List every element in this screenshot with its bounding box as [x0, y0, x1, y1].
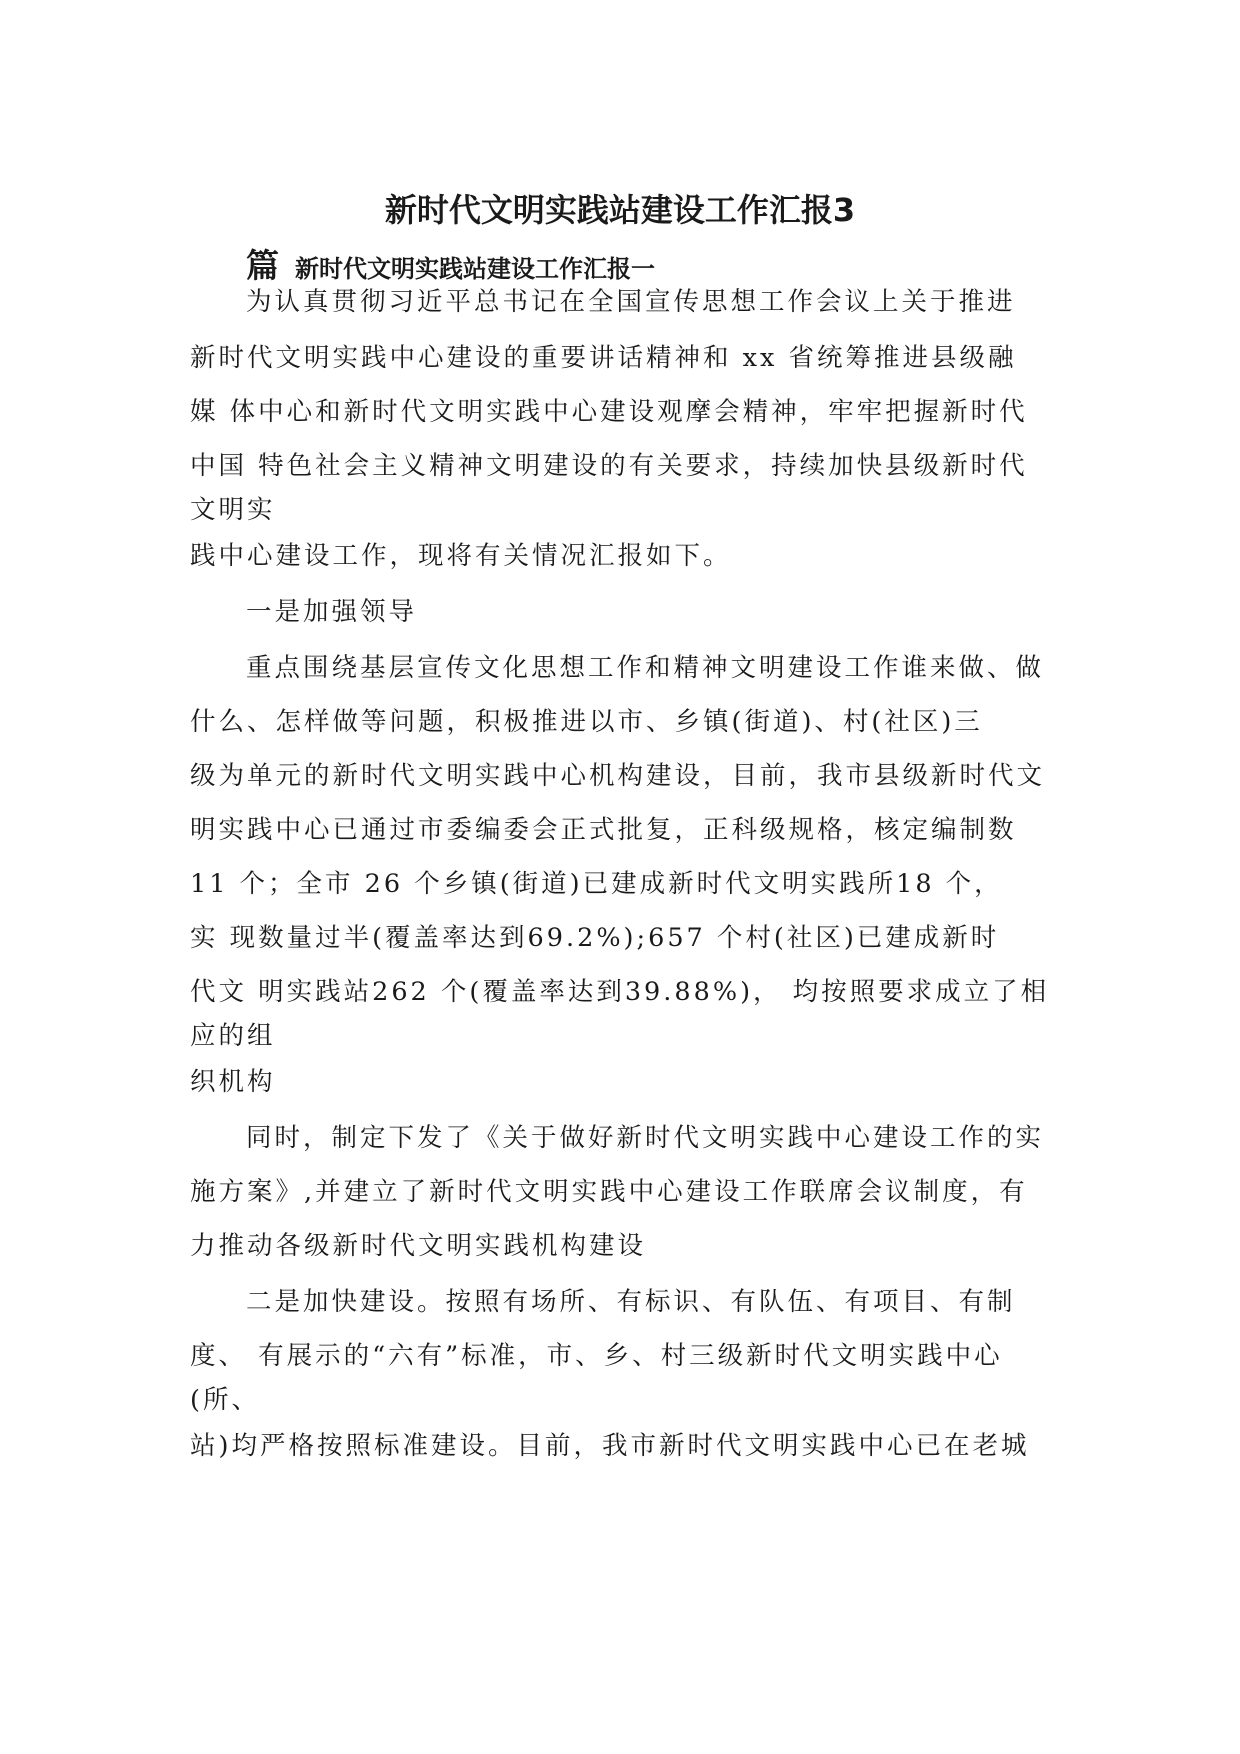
body-line: 织机构	[190, 1067, 276, 1097]
body-line: (所、	[190, 1385, 260, 1415]
section-heading-text: 新时代文明实践站建设工作汇报一	[295, 255, 655, 283]
body-line: 度、 有展示的“六有”标准，市、乡、村三级新时代文明实践中心	[190, 1341, 1003, 1371]
body-line: 重点围绕基层宣传文化思想工作和精神文明建设工作谁来做、做	[246, 653, 1045, 683]
body-line: 站)均严格按照标准建设。目前，我市新时代文明实践中心已在老城	[190, 1431, 1030, 1461]
section-mark: 篇	[246, 246, 279, 285]
body-line: 级为单元的新时代文明实践中心机构建设，目前，我市县级新时代文	[190, 761, 1046, 791]
body-line: 什么、怎样做等问题，积极推进以市、乡镇(街道)、村(社区)三	[190, 707, 983, 737]
body-line: 应的组	[190, 1021, 276, 1051]
body-line: 媒 体中心和新时代文明实践中心建设观摩会精神，牢牢把握新时代	[190, 397, 1028, 427]
body-line: 明实践中心已通过市委编委会正式批复，正科级规格，核定编制数	[190, 815, 1017, 845]
document-title: 新时代文明实践站建设工作汇报3	[384, 191, 856, 229]
body-line: 一是加强领导	[246, 597, 418, 627]
body-line: 新时代文明实践中心建设的重要讲话精神和 xx 省统筹推进县级融	[190, 343, 1017, 373]
body-line: 二是加快建设。按照有场所、有标识、有队伍、有项目、有制	[246, 1287, 1016, 1317]
body-line: 践中心建设工作，现将有关情况汇报如下。	[190, 541, 732, 571]
body-line: 力推动各级新时代文明实践机构建设	[190, 1231, 647, 1261]
body-line: 为认真贯彻习近平总书记在全国宣传思想工作会议上关于推进	[246, 287, 1016, 317]
body-line: 代文 明实践站262 个(覆盖率达到39.88%)， 均按照要求成立了相	[190, 977, 1050, 1007]
body-line: 文明实	[190, 495, 276, 525]
body-line: 实 现数量过半(覆盖率达到69.2%);657 个村(社区)已建成新时	[190, 923, 1000, 953]
body-line: 中国 特色社会主义精神文明建设的有关要求，持续加快县级新时代	[190, 451, 1028, 481]
body-line: 11 个；全市 26 个乡镇(街道)已建成新时代文明实践所18 个，	[190, 869, 1003, 899]
body-line: 同时，制定下发了《关于做好新时代文明实践中心建设工作的实	[246, 1123, 1045, 1153]
body-line: 施方案》,并建立了新时代文明实践中心建设工作联席会议制度，有	[190, 1177, 1028, 1207]
